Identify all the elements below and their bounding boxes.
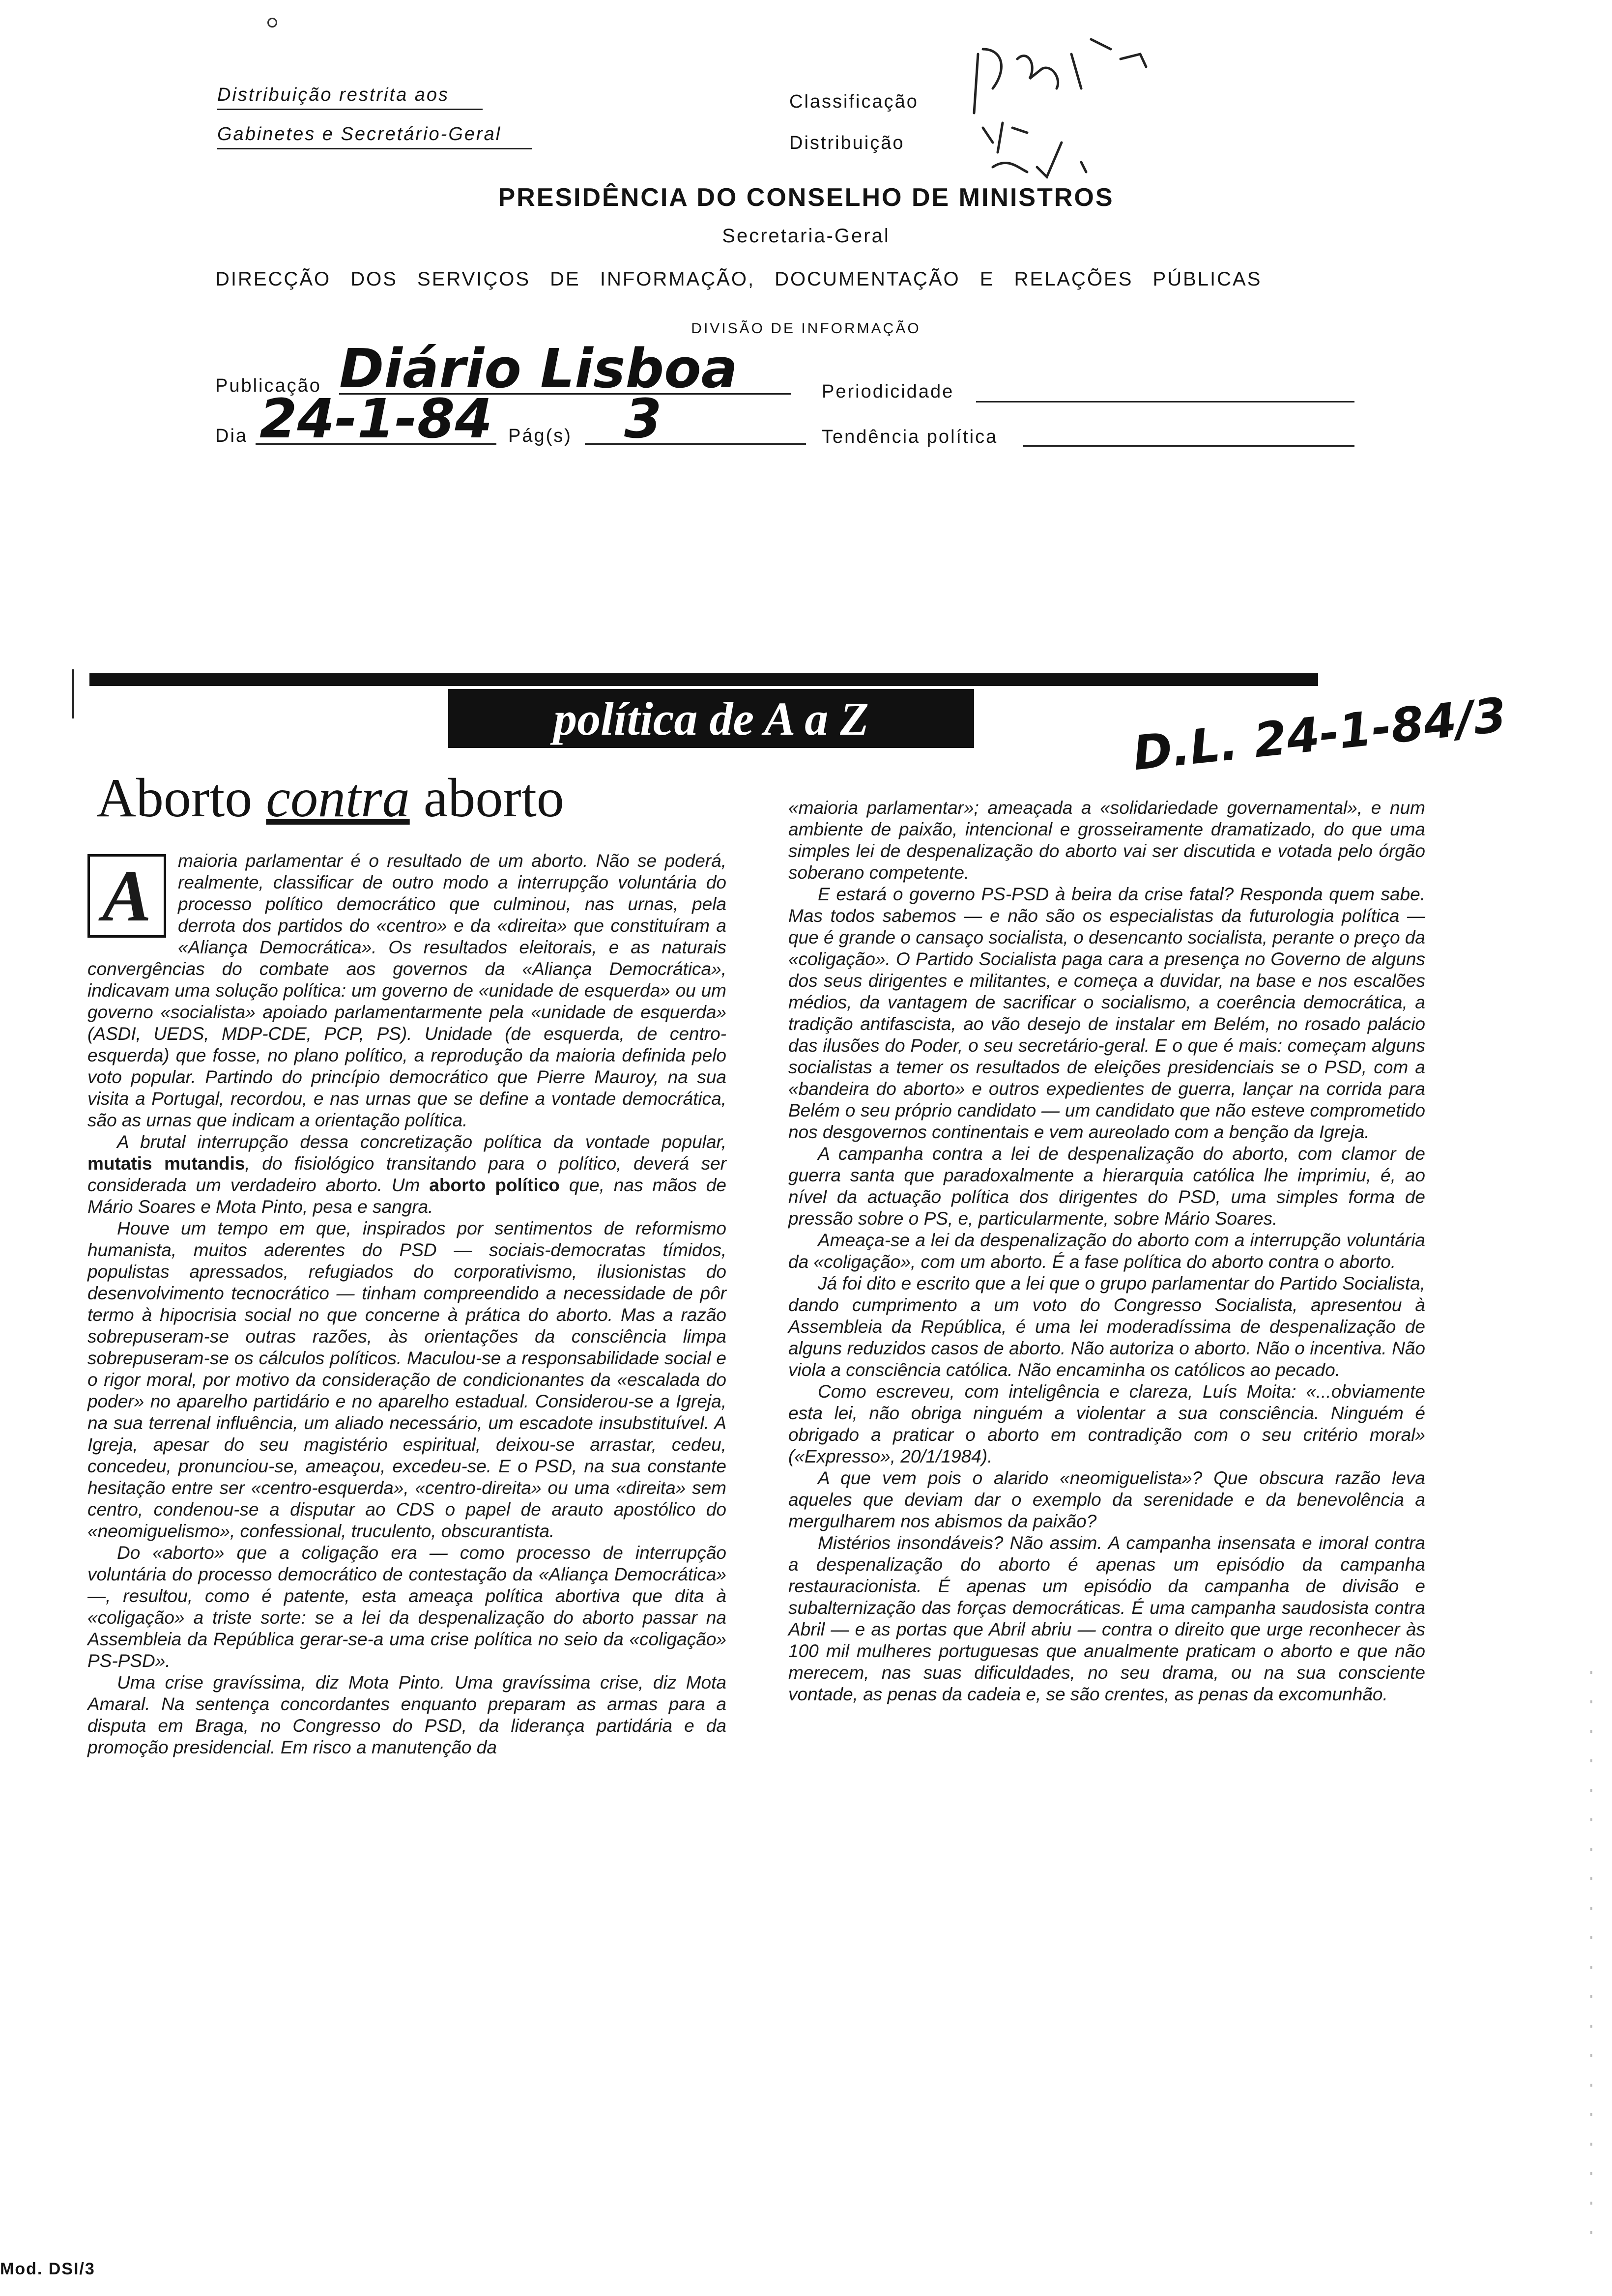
- right-paragraph-8: Mistérios insondáveis? Não assim. A campanha insensata e imoral contra a despenalização do aborto é apenas um episódio da campanha restauracionista. É apenas um episódio da campanha de divisão e subalternização das forças democráticas. É uma campanha saudosista contra Abril — e as portas que Abril abriu — contra o direito que urge reconhecer às 100 mil mulheres portuguesas que anualmente praticam o aborto e que não merecem, nas suas dificuldades, no seu drama, ou na sua consciente vontade, as penas da cadeia e, se são crentes, as penas da excomunhão.: [788, 1533, 1425, 1704]
- left-p2-text-b: , do fisiológico transitando para o político, deverá ser considerada um verdadeiro aborto. Um: [87, 1153, 726, 1195]
- secretaria-geral: Secretaria-Geral: [722, 225, 890, 247]
- scan-edge-mark: [72, 669, 74, 718]
- left-paragraph-2: [87, 1131, 726, 1218]
- classificacao-label: Classificação: [789, 91, 919, 112]
- headline-word-1: Aborto: [96, 768, 253, 829]
- dia-label: Dia: [215, 426, 248, 446]
- periodicidade-label: Periodicidade: [822, 381, 954, 402]
- article-column-left: [87, 850, 726, 1758]
- distribuicao-label: Distribuição: [789, 133, 905, 153]
- left-paragraph-1: maioria parlamentar é o resultado de um aborto. Não se poderá, realmente, classificar de outro modo a interrupção voluntária do processo político democrático que culminou, nas urnas, pela derrota dos partidos do «centro» e da «direita» que constituíram a «Aliança Democrática». Os resultados eleitorais, e as naturais convergências do combate aos governos da «Aliança Democrática», indicavam uma solução política: um governo de «unidade de esquerda» ou um governo «socialista» apoiado parlamentarmente pela «unidade de esquerda» (ASDI, UEDS, MDP-CDE, PCP, PS). Unidade (de esquerda, de centro-esquerda) que fosse, no plano político, a reprodução da maioria definida pelo voto popular. Partindo do princípio democrático que Pierre Mauroy, na sua visita a Portugal, recordou, e nas urnas que se define a vontade democrática, são as urnas que indicam a orientação política.: [87, 851, 726, 1130]
- pags-field: [585, 387, 806, 450]
- left-p2-text-c: que, nas mãos de Mário Soares e Mota Pinto, pesa e sangra.: [87, 1175, 726, 1217]
- dia-field: [256, 387, 496, 450]
- scan-dot: [267, 18, 277, 28]
- left-p2-bold-b: aborto político: [429, 1175, 560, 1195]
- article-headline: [96, 767, 564, 830]
- right-paragraph-6: Como escreveu, com inteligência e clareza, Luís Moita: «...obviamente esta lei, não obriga ninguém a violentar a sua consciência. Ninguém é obrigado a praticar o aborto em contradição com o seu critério moral» («Expresso», 20/1/1984).: [788, 1381, 1425, 1466]
- right-paragraph-2: E estará o governo PS-PSD à beira da crise fatal? Responda quem sabe. Mas todos sabemos — e não são os especialistas da futurologia política — que é grande o cansaço socialista, o desencanto socialista, perante o preço da «coligação». O Partido Socialista paga cara a presença no Governo de alguns dos seus dirigentes e militantes, e começa a duvidar, na base e nos escalões médios, da vantagem de sacrificar o socialismo, a coerência democrática, a tradição antifascista, ao vão desejo de instalar em Belém, no rosado palácio das ilusões do Poder, o seu secretário-geral. E o que é mais: começam alguns socialistas a temer os resultados de eleições presidenciais se o PSD, com a «bandeira do aborto» e outros expedientes de guerra, lançar na corrida para Belém o seu próprio candidato — um candidato que não esteve comprometido nos desgovernos continentais e vem aureolado com a benção da Igreja.: [788, 884, 1425, 1142]
- scan-edge-dots: [1590, 1671, 1592, 2261]
- drop-cap: A: [87, 854, 166, 938]
- publicacao-value: Diário Lisboa: [339, 337, 738, 400]
- headline-word-3: aborto: [423, 768, 564, 829]
- distribution-note-line2: Gabinetes e Secretário-Geral: [217, 124, 532, 149]
- right-paragraph-5: Já foi dito e escrito que a lei que o grupo parlamentar do Partido Socialista, dando cumprimento a um voto do Congresso Socialista, apresentou à Assembleia da República, é uma lei moderadíssima de despenalização de alguns reduzidos casos de aborto. Não autoriza o aborto. Não o incentiva. Não viola a consciência católica. Não encaminha os católicos ao pecado.: [788, 1273, 1425, 1380]
- form-code: Mod. DSI/3: [0, 2260, 95, 2278]
- tendencia-field: [1023, 429, 1354, 447]
- right-paragraph-3: A campanha contra a lei de despenalização do aborto, com clamor de guerra santa que paradoxalmente a hierarquia católica lhe imprimiu, é, ao nível da actuação política dos dirigentes do PSD, uma simples forma de pressão sobre o PS, e, particularmente, sobre Mário Soares.: [788, 1144, 1425, 1229]
- org-title: PRESIDÊNCIA DO CONSELHO DE MINISTROS: [498, 183, 1114, 212]
- divisao-informacao: DIVISÃO DE INFORMAÇÃO: [691, 320, 921, 337]
- publicacao-label: Publicação: [215, 375, 321, 396]
- section-banner-bar: [89, 673, 1318, 686]
- left-paragraph-5: Uma crise gravíssima, diz Mota Pinto. Uma gravíssima crise, diz Mota Amaral. Na sentença concordantes enquanto preparam as armas para a disputa em Braga, no Congresso do PSD, da liderança partidária e da promoção presidencial. Em risco a manutenção da: [87, 1672, 726, 1757]
- headline-word-2: contra: [266, 768, 410, 829]
- handwritten-initials: [963, 20, 1170, 182]
- article-column-right: [788, 797, 1425, 1705]
- section-banner-title: política de A a Z: [553, 692, 869, 745]
- right-paragraph-4: Ameaça-se a lei da despenalização do aborto com a interrupção voluntária da «coligação», com um aborto. É a fase política do aborto contra o aborto.: [788, 1230, 1425, 1272]
- left-paragraph-3: Houve um tempo em que, inspirados por sentimentos de reformismo humanista, muitos aderentes do PSD — sociais-democratas tímidos, populistas apressados, refugiados do corporativismo, ilusionistas do desenvolvimento tecnocrático — tinham compreendido a necessidade de pôr termo à hipocrisia social no que concerne à prática do aborto. Mas a razão sobrepuseram-se outras razões, às orientações da consciência limpa sobrepuseram-se os cálculos políticos. Maculou-se a responsabilidade social e o rigor moral, por motivo da consideração de condicionantes da «escalada do poder» no aparelho partidário e no aparelho estadual. Considerou-se a Igreja, na sua terrenal influência, um aliado necessário, um escadote insubstituível. A Igreja, apesar do seu magistério espiritual, deixou-se arrastar, cedeu, concedeu, pronunciou-se, ameaçou, excedeu-se. E o PSD, na sua constante hesitação entre ser «centro-esquerda», «centro-direita» ou uma «direita» sem centro, condenou-se a disputar ao CDS o papel de arauto apostólico do «neomiguelismo», confessional, truculento, obscurantista.: [87, 1218, 726, 1541]
- handwritten-stamp: D.L. 24-1-84/3: [1130, 687, 1509, 781]
- tendencia-label: Tendência política: [822, 427, 998, 447]
- pags-value: 3: [624, 387, 662, 450]
- direccao-servicos: DIRECÇÃO DOS SERVIÇOS DE INFORMAÇÃO, DOCUMENTAÇÃO E RELAÇÕES PÚBLICAS: [215, 268, 1262, 290]
- periodicidade-field: [976, 383, 1354, 402]
- section-banner: [448, 689, 974, 748]
- distribution-note-line1: Distribuição restrita aos: [217, 85, 483, 110]
- right-paragraph-1: «maioria parlamentar»; ameaçada a «solidariedade governamental», e num ambiente de paixão, intencional e grosseiramente dramatizado, do que uma simples lei de despenalização do aborto vai ser discutida e votada pelo órgão soberano competente.: [788, 798, 1425, 883]
- right-paragraph-7: A que vem pois o alarido «neomiguelista»? Que obscura razão leva aqueles que deviam dar o exemplo da serenidade e da benevolência a mergulharem nos abismos da paixão?: [788, 1468, 1425, 1531]
- pags-label: Pág(s): [508, 426, 572, 446]
- left-p2-text-a: A brutal interrupção dessa concretização política da vontade popular,: [117, 1132, 726, 1152]
- left-paragraph-4: Do «aborto» que a coligação era — como processo de interrupção voluntária do processo democrático de contestação da «Aliança Democrática» —, resultou, como é patente, esta ameaça política abortiva que dita à «coligação» a triste sorte: se a lei da despenalização do aborto passar na Assembleia da República gerar-se-a uma crise política no seio da «coligação» PS-PSD».: [87, 1543, 726, 1671]
- left-p2-bold-a: mutatis mutandis: [87, 1153, 245, 1174]
- dia-value: 24-1-84: [259, 387, 492, 450]
